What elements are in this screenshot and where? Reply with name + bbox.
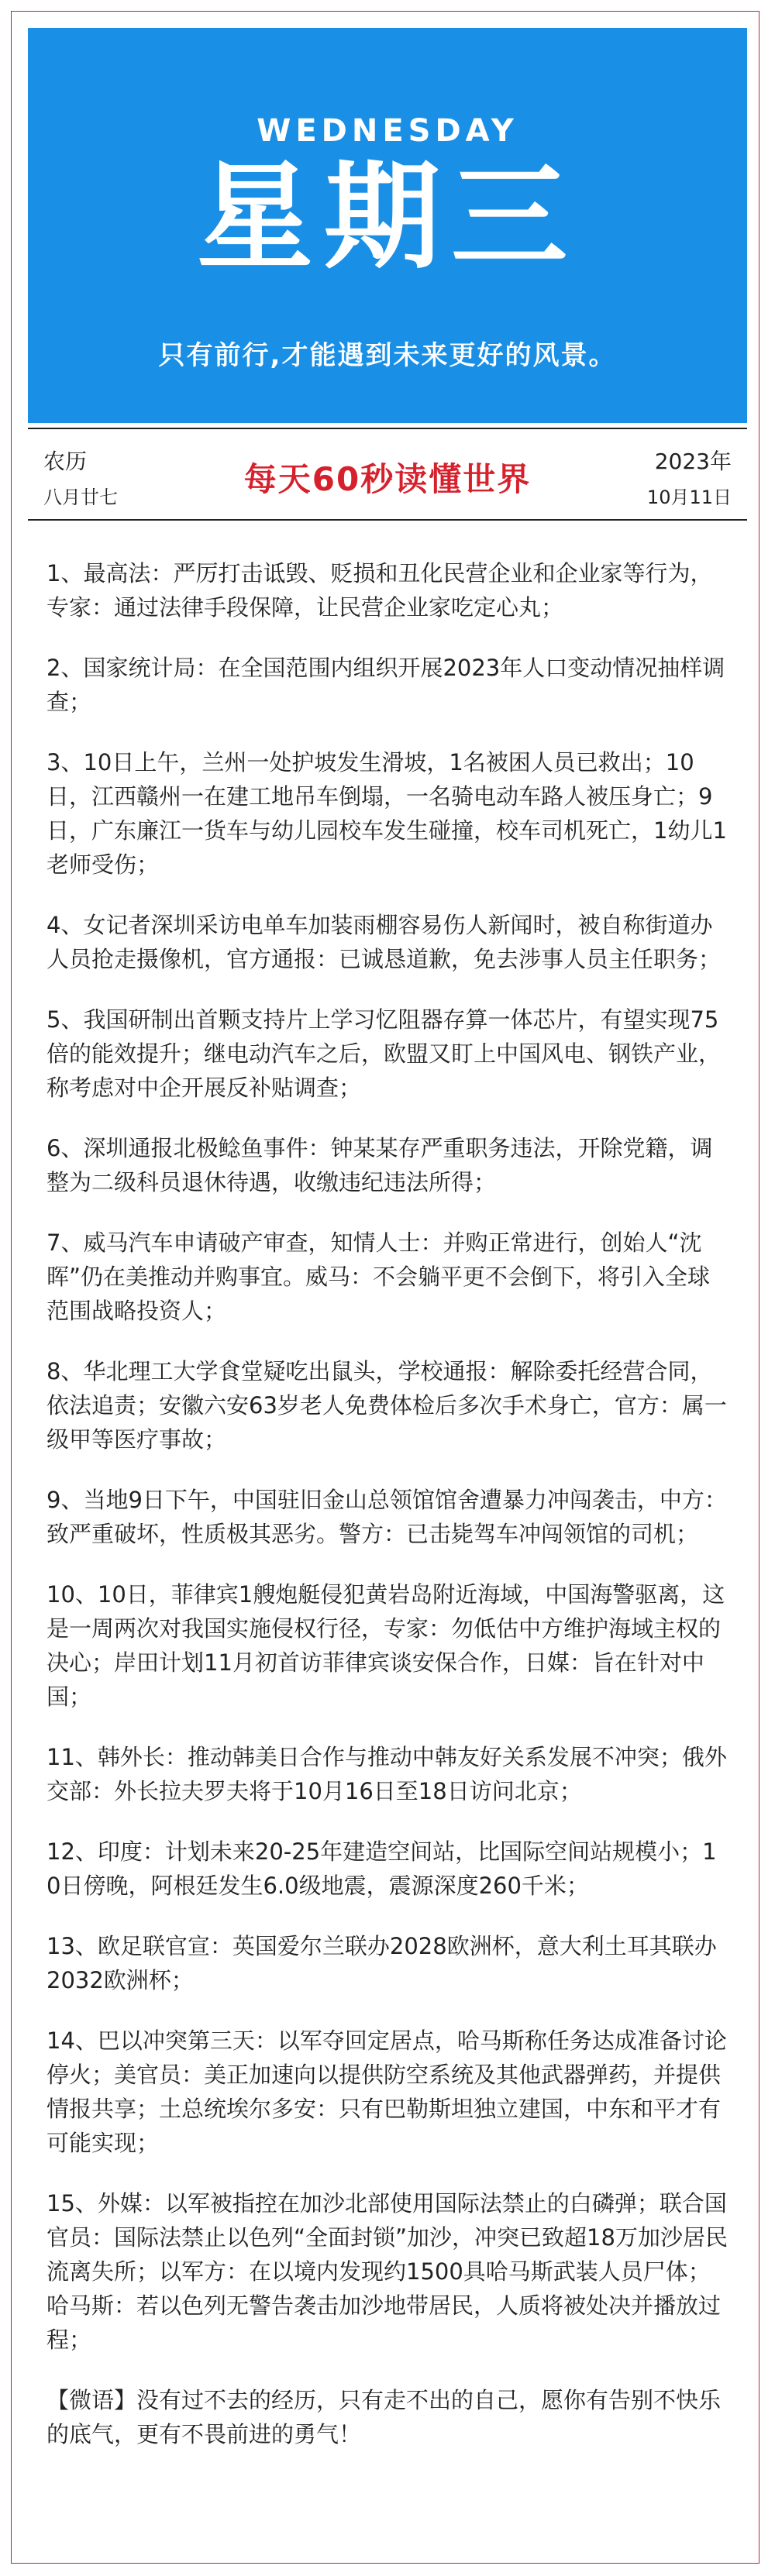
lunar-date: 八月廿七 — [43, 487, 118, 508]
banner-motto: 只有前行,才能遇到未来更好的风景。 — [158, 340, 617, 371]
closing-quote: 【微语】没有过不去的经历，只有走不出的自己，愿你有告别不快乐的底气，更有不畏前进的勇气！ — [46, 2387, 722, 2447]
divider-top — [28, 428, 747, 429]
news-list — [46, 556, 728, 2451]
news-item: 3、10日上午，兰州一处护坡发生滑坡，1名被困人员已救出；10日，江西赣州一在建工地吊车倒塌，一名骑电动车路人被压身亡；9日，广东廉江一货车与幼儿园校车发生碰撞，校车司机死亡，1幼儿1老师受伤； — [46, 749, 727, 878]
weekday-banner — [28, 28, 747, 423]
news-item: 7、威马汽车申请破产审查，知情人士：并购正常进行，创始人“沈晖”仍在美推动并购事宜。威马：不会躺平更不会倒下，将引入全球范围战略投资人； — [46, 1230, 711, 1324]
news-item: 12、印度：计划未来20-25年建造空间站，比国际空间站规模小；10日傍晚，阿根廷发生6.0级地震，震源深度260千米； — [46, 1838, 717, 1899]
divider-bottom — [28, 519, 747, 521]
news-item: 10、10日，菲律宾1艘炮艇侵犯黄岩岛附近海域，中国海警驱离，这是一周两次对我国实施侵权行径，专家：勿低估中方维护海域主权的决心；岸田计划11月初首访菲律宾谈安保合作，日媒：旨在针对中国； — [46, 1581, 725, 1710]
date-bar — [28, 428, 747, 521]
month-day: 10月11日 — [646, 487, 732, 508]
news-item: 11、韩外长：推动韩美日合作与推动中韩友好关系发展不冲突；俄外交部：外长拉夫罗夫将于10月16日至18日访问北京； — [46, 1744, 727, 1804]
lunar-label: 农历 — [43, 449, 88, 474]
news-item: 13、欧足联官宣：英国爱尔兰联办2028欧洲杯，意大利土耳其联办2032欧洲杯； — [46, 1933, 717, 1993]
headline: 每天60秒读懂世界 — [243, 460, 532, 498]
news-item: 8、华北理工大学食堂疑吃出鼠头，学校通报：解除委托经营合同，依法追责；安徽六安63岁老人免费体检后多次手术身亡，官方：属一级甲等医疗事故； — [46, 1358, 727, 1453]
year: 2023年 — [654, 449, 732, 474]
news-item: 9、当地9日下午，中国驻旧金山总领馆馆舍遭暴力冲闯袭击，中方：致严重破坏，性质极其恶劣。警方：已击毙驾车冲闯领馆的司机； — [46, 1487, 727, 1547]
news-item: 14、巴以冲突第三天：以军夺回定居点，哈马斯称任务达成准备讨论停火；美官员：美正加速向以提供防空系统及其他武器弹药，并提供情报共享；土总统埃尔多安：只有巴勒斯坦独立建国，中东和平才有可能实现； — [46, 2027, 727, 2156]
news-item: 4、女记者深圳采访电单车加装雨棚容易伤人新闻时，被自称街道办人员抢走摄像机，官方通报：已诚恳道歉，免去涉事人员主任职务； — [46, 912, 722, 972]
news-item: 5、我国研制出首颗支持片上学习忆阻器存算一体芯片，有望实现75倍的能效提升；继电动汽车之后，欧盟又盯上中国风电、钢铁产业，称考虑对中企开展反补贴调查； — [46, 1006, 722, 1101]
news-item: 15、外媒：以军被指控在加沙北部使用国际法禁止的白磷弹；联合国官员：国际法禁止以色列“全面封锁”加沙，冲突已致超18万加沙居民流离失所；以军方：在以境内发现约1500具哈马斯武装人员尸体；哈马斯：若以色列无警告袭击加沙地带居民，人质将被处决并播放过程； — [46, 2190, 728, 2353]
weekday-chinese: 星期三 — [196, 150, 578, 285]
news-item: 6、深圳通报北极鲶鱼事件：钟某某存严重职务违法，开除党籍，调整为二级科员退休待遇，收缴违纪违法所得； — [46, 1135, 713, 1195]
news-item: 2、国家统计局：在全国范围内组织开展2023年人口变动情况抽样调查； — [46, 655, 725, 715]
weekday-english: WEDNESDAY — [257, 113, 518, 149]
news-item: 1、最高法：严厉打击诋毁、贬损和丑化民营企业和企业家等行为，专家：通过法律手段保障，让民营企业家吃定心丸； — [46, 560, 713, 621]
